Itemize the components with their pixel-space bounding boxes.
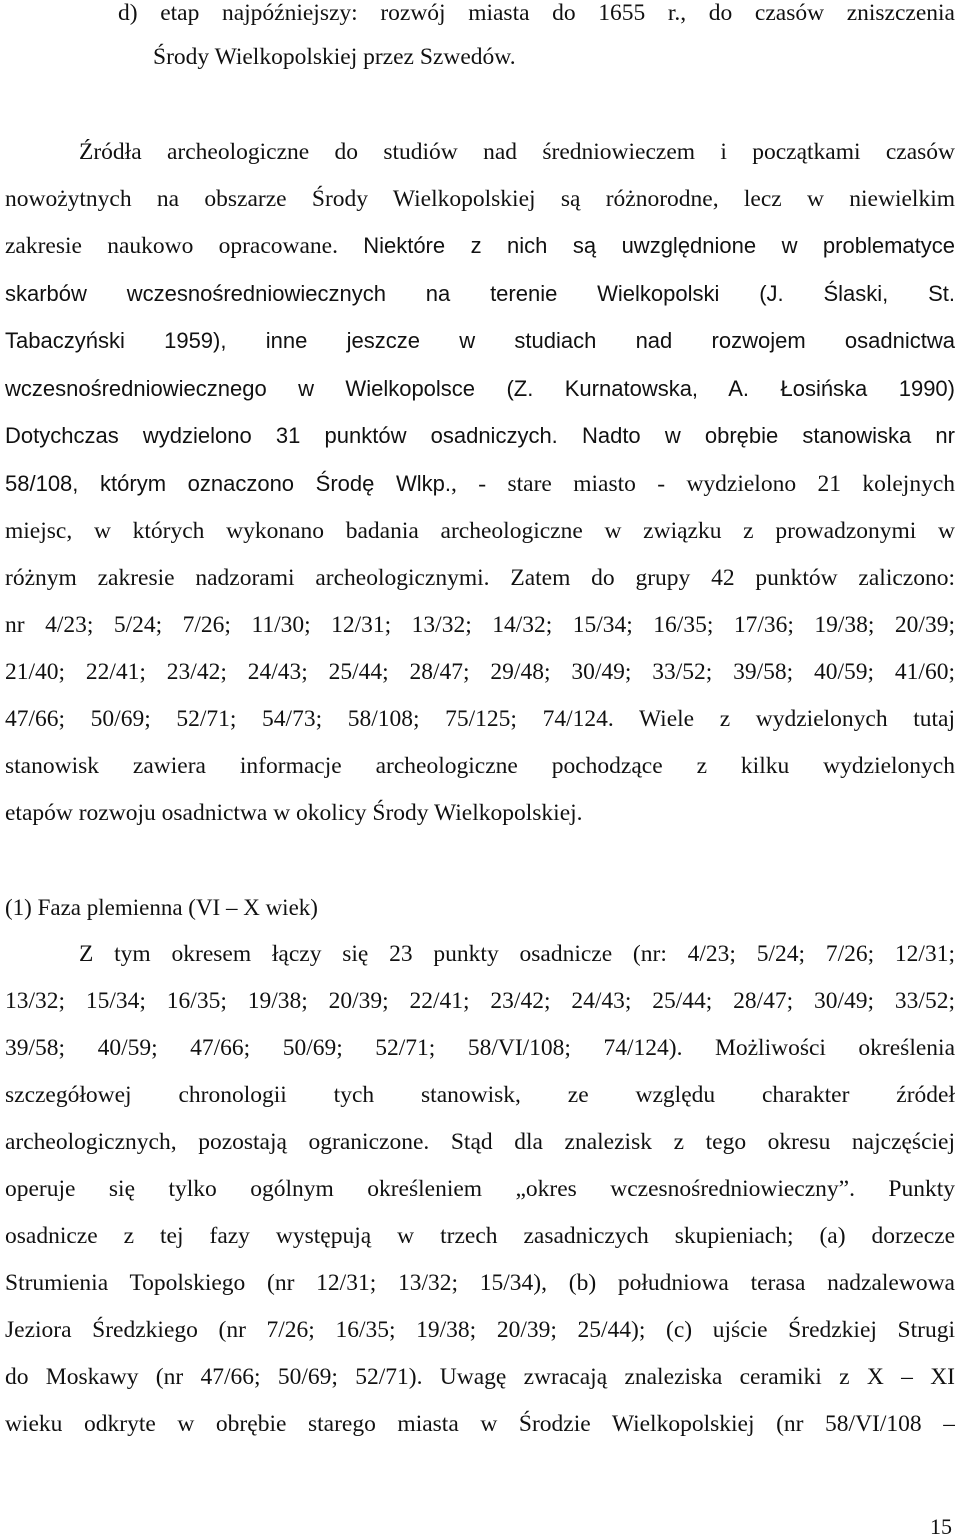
paragraph-1-line-4: skarbów wczesnośredniowiecznych na terenie Wielkopolski (J. Ślaski, St. bbox=[5, 281, 955, 306]
paragraph-1-line-10 bbox=[5, 560, 955, 596]
paragraph-1-line-3-sans: Niektóre z nich są uwzględnione w problematyce bbox=[363, 233, 955, 258]
paragraph-1-line-14: stanowisk zawiera informacje archeologiczne pochodzące z kilku wydzielonych bbox=[5, 753, 955, 779]
section-1-line-8: Strumienia Topolskiego (nr 12/31; 13/32; 15/34), (b) południowa terasa nadzalewowa bbox=[5, 1270, 955, 1296]
paragraph-1-line-7: Dotychczas wydzielono 31 punktów osadniczych. Nadto w obrębie stanowiska nr bbox=[5, 423, 955, 448]
section-1-line-10: do Moskawy (nr 47/66; 50/69; 52/71). Uwagę zwracają znaleziska ceramiki z X – XI bbox=[5, 1364, 955, 1390]
paragraph-1-line-10-b: Zatem do grupy 42 punktów zaliczono: bbox=[510, 565, 955, 591]
section-1-line-2: 13/32; 15/34; 16/35; 19/38; 20/39; 22/41; 23/42; 24/43; 25/44; 28/47; 30/49; 33/52; bbox=[5, 988, 955, 1014]
section-1-line-6: operuje się tylko ogólnym określeniem „okres wczesnośredniowieczny”. Punkty bbox=[5, 1176, 955, 1202]
list-item-d-line-1: d) etap najpóźniejszy: rozwój miasta do 1655 r., do czasów zniszczenia bbox=[118, 0, 955, 26]
paragraph-1-line-12: 21/40; 22/41; 23/42; 24/43; 25/44; 28/47; 29/48; 30/49; 33/52; 39/58; 40/59; 41/60; bbox=[5, 659, 955, 685]
section-1-line-1: Z tym okresem łączy się 23 punkty osadnicze (nr: 4/23; 5/24; 7/26; 12/31; bbox=[79, 941, 955, 967]
paragraph-1-line-13 bbox=[5, 701, 955, 737]
paragraph-1-line-11: nr 4/23; 5/24; 7/26; 11/30; 12/31; 13/32; 14/32; 15/34; 16/35; 17/36; 19/38; 20/39; bbox=[5, 612, 955, 638]
paragraph-1-line-8-serif: , - stare miasto - wydzielono 21 kolejnych bbox=[451, 471, 955, 497]
paragraph-1-line-2: nowożytnych na obszarze Środy Wielkopolskiej są różnorodne, lecz w niewielkim bbox=[5, 186, 955, 212]
paragraph-1-line-1: Źródła archeologiczne do studiów nad średniowieczem i początkami czasów bbox=[79, 139, 955, 165]
paragraph-1-line-8-sans: 58/108, którym oznaczono Środę Wlkp. bbox=[5, 471, 451, 496]
section-1-line-4: szczegółowej chronologii tych stanowisk, ze względu charakter źródeł bbox=[5, 1082, 955, 1108]
list-item-d-line-2: Środy Wielkopolskiej przez Szwedów. bbox=[153, 44, 516, 70]
page-number: 15 bbox=[930, 1514, 952, 1539]
paragraph-1-line-10-a: różnym zakresie nadzorami archeologicznymi. bbox=[5, 565, 490, 591]
paragraph-1-line-13-b: Wiele z wydzielonych tutaj bbox=[638, 706, 955, 732]
section-1-line-11: wieku odkryte w obrębie starego miasta w Środzie Wielkopolskiej (nr 58/VI/108 – bbox=[5, 1411, 955, 1437]
paragraph-1-line-3 bbox=[5, 228, 955, 264]
section-1-line-9: Jeziora Średzkiego (nr 7/26; 16/35; 19/38; 20/39; 25/44); (c) ujście Średzkiej Strugi bbox=[5, 1317, 955, 1343]
section-1-line-3: 39/58; 40/59; 47/66; 50/69; 52/71; 58/VI/108; 74/124). Możliwości określenia bbox=[5, 1035, 955, 1061]
section-1-heading: (1) Faza plemienna (VI – X wiek) bbox=[5, 895, 318, 920]
paragraph-1-line-13-a: 47/66; 50/69; 52/71; 54/73; 58/108; 75/125; 74/124. bbox=[5, 706, 614, 732]
paragraph-1-line-6: wczesnośredniowiecznego w Wielkopolsce (Z. Kurnatowska, A. Łosińska 1990) bbox=[5, 376, 955, 401]
paragraph-1-line-8 bbox=[5, 466, 955, 502]
paragraph-1-line-3-serif: zakresie naukowo opracowane. bbox=[5, 233, 338, 259]
section-1-line-7: osadnicze z tej fazy występują w trzech zasadniczych skupieniach; (a) dorzecze bbox=[5, 1223, 955, 1249]
paragraph-1-line-15: etapów rozwoju osadnictwa w okolicy Środy Wielkopolskiej. bbox=[5, 800, 583, 826]
paragraph-1-line-5: Tabaczyński 1959), inne jeszcze w studiach nad rozwojem osadnictwa bbox=[5, 328, 955, 353]
section-1-line-5: archeologicznych, pozostają ograniczone. Stąd dla znalezisk z tego okresu najczęściej bbox=[5, 1129, 955, 1155]
paragraph-1-line-9: miejsc, w których wykonano badania archeologiczne w związku z prowadzonymi w bbox=[5, 518, 955, 544]
